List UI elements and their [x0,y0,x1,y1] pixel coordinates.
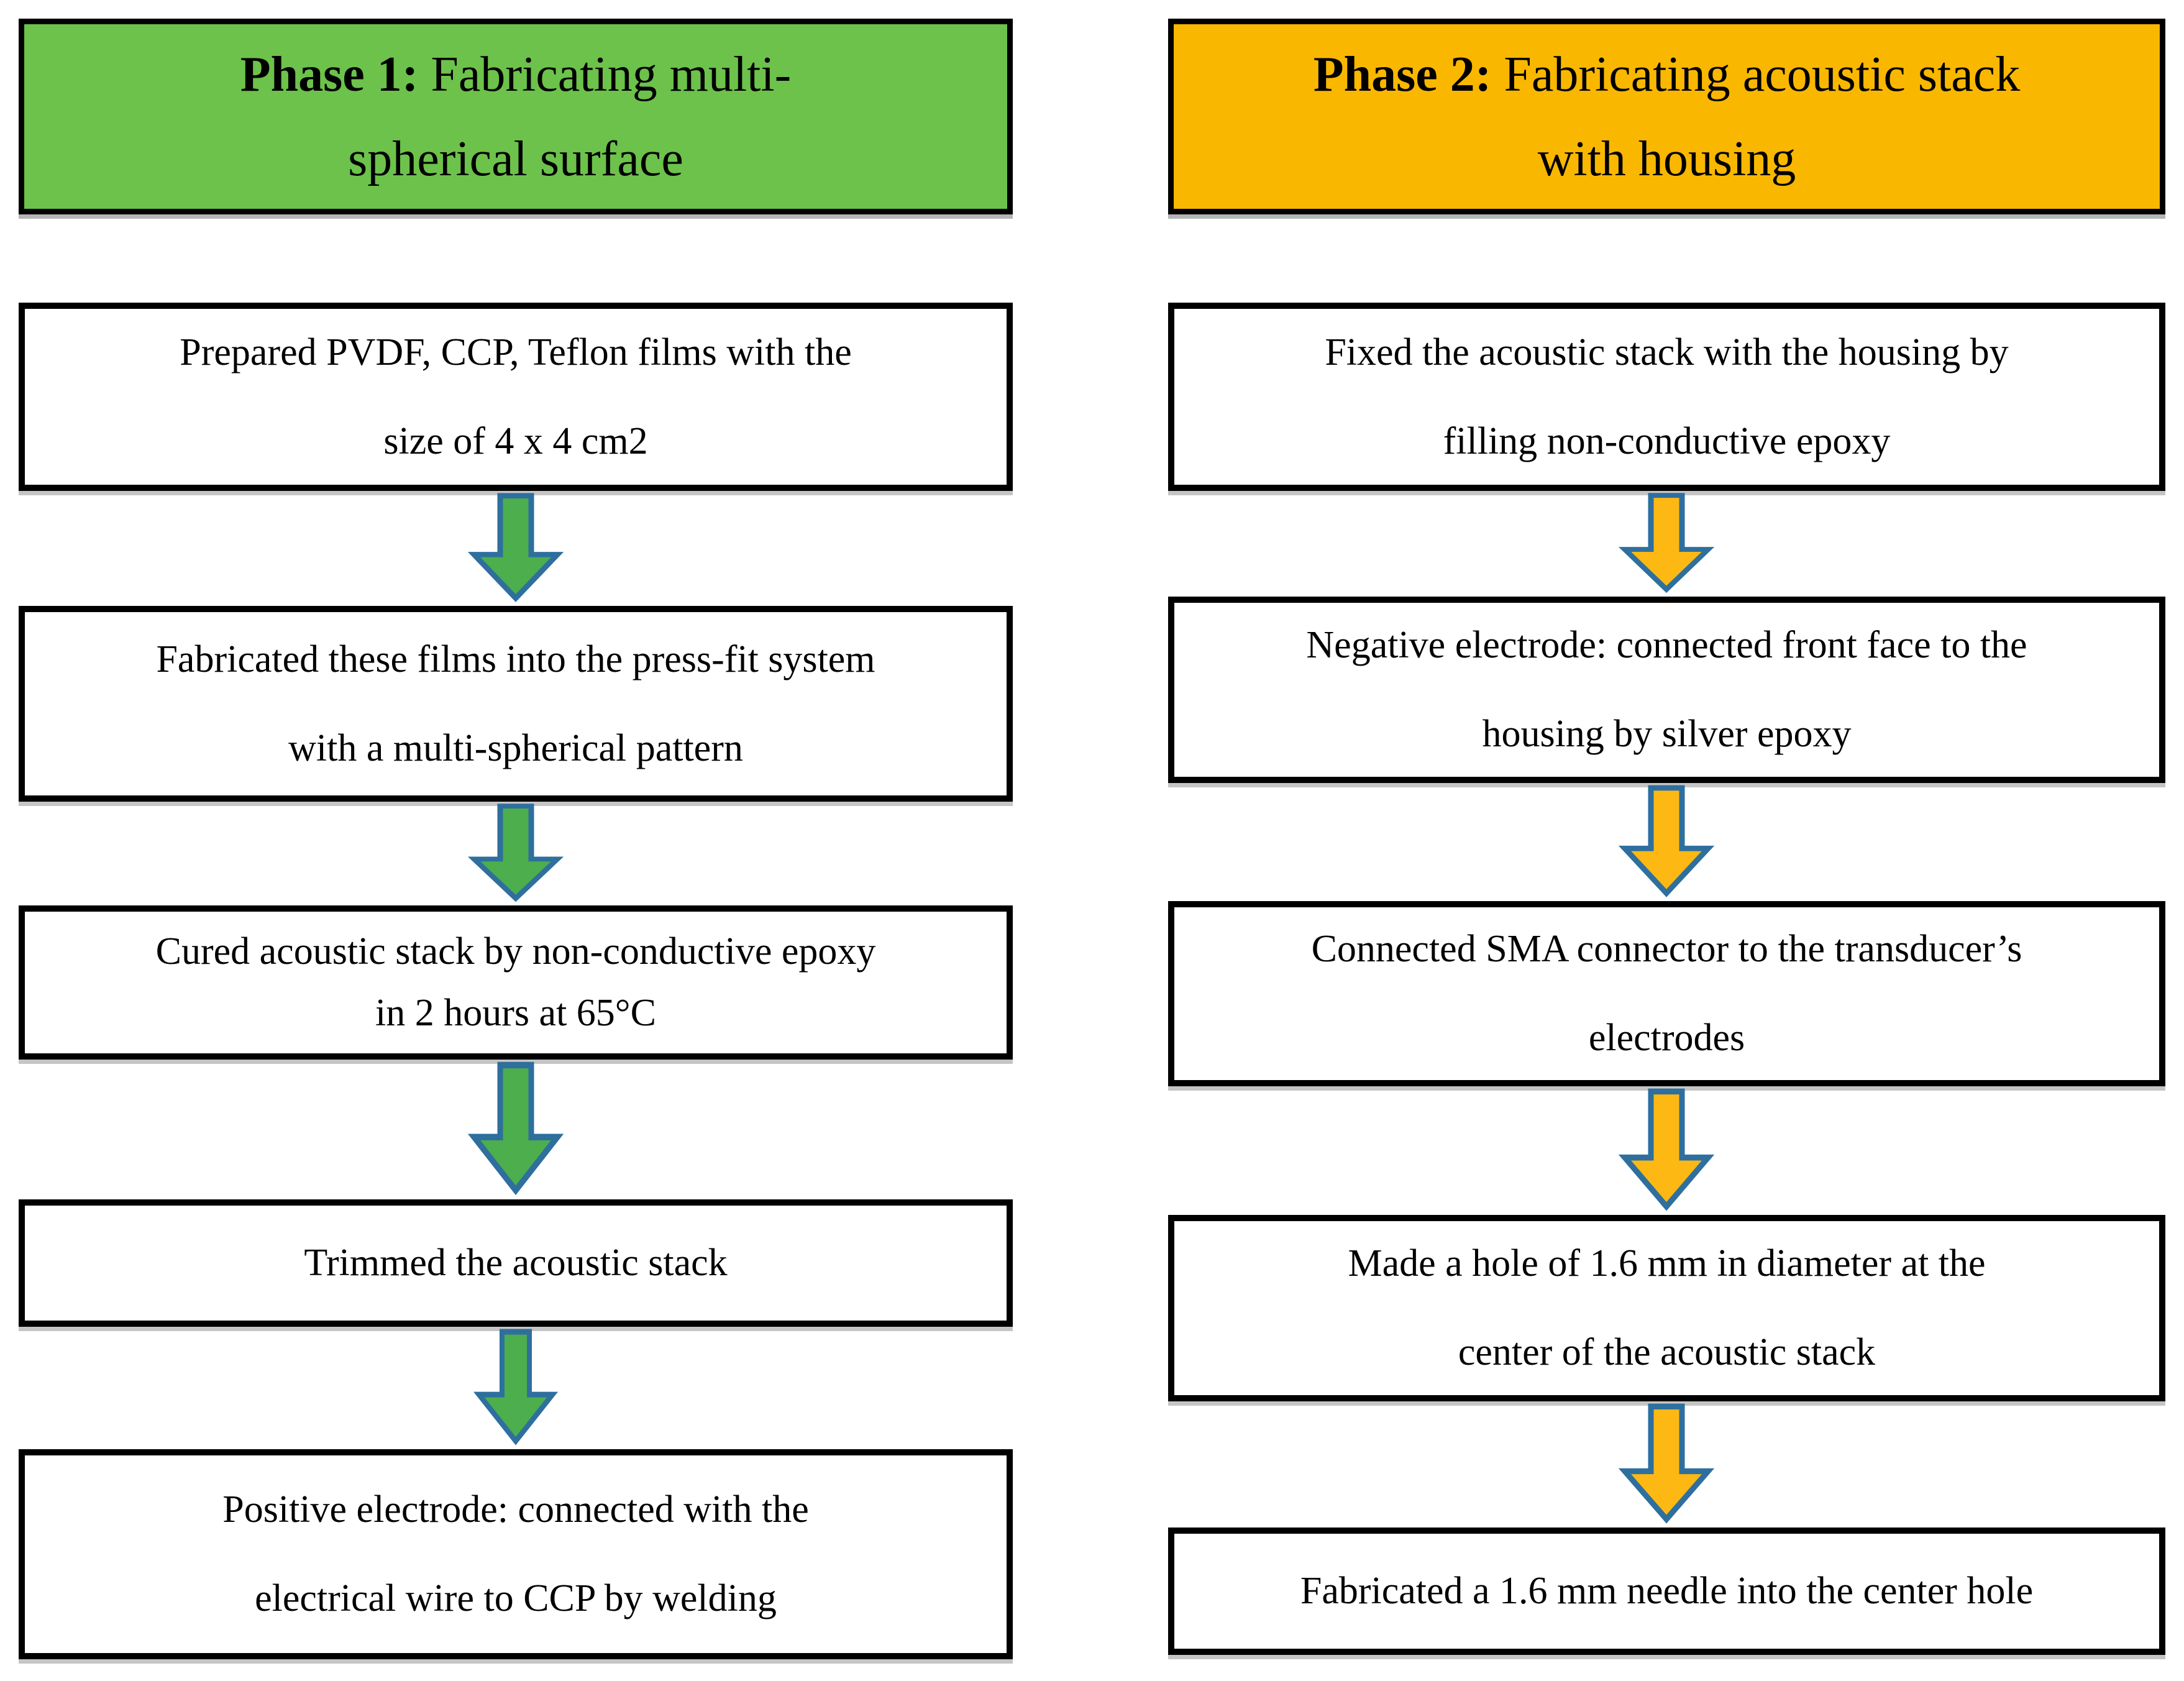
down-arrow-icon [1614,1088,1719,1213]
down-arrow-icon [1614,784,1719,899]
step-text: electrodes [1588,1017,1745,1059]
phase1-step-2 [19,606,1013,802]
step-text: Cured acoustic stack by non-conductive epoxy [155,930,876,973]
down-arrow-icon [463,492,569,604]
phase2-arrow-2 [1614,784,1719,899]
phase1-label: Phase 1: [240,47,419,102]
phase1-arrow-2 [463,803,569,904]
step-text: Prepared PVDF, CCP, Teflon films with the [180,331,852,373]
step-text: size of 4 x 4 cm2 [383,419,648,462]
phase1-step-5 [19,1449,1013,1659]
step-text: Fabricated these films into the press-fit system [156,638,875,680]
phase2-header-line1 [1314,32,2020,117]
phase1-step-3 [19,905,1013,1060]
step-text: housing by silver epoxy [1482,713,1852,755]
step-text: filling non-conductive epoxy [1443,419,1891,462]
phase1-arrow-1 [463,492,569,604]
phase1-header-line1 [240,32,792,117]
phase1-step-1 [19,303,1013,491]
phase1-header-line2: spherical surface [348,131,683,186]
down-arrow-icon [463,803,569,904]
phase2-step-2 [1168,597,2165,783]
step-text: Trimmed the acoustic stack [304,1242,728,1285]
step-text: Fixed the acoustic stack with the housing by [1325,331,2009,373]
phase2-step-3 [1168,901,2165,1086]
phase2-arrow-3 [1614,1088,1719,1213]
step-text: Positive electrode: connected with the [222,1488,809,1531]
phase2-title-part1: Fabricating acoustic stack [1491,47,2021,102]
down-arrow-icon [1614,1403,1719,1526]
step-text: center of the acoustic stack [1458,1331,1876,1373]
phase2-arrow-1 [1614,492,1719,595]
step-text: Negative electrode: connected front face to the [1306,624,2027,667]
down-arrow-icon [463,1061,569,1198]
phase2-step-4 [1168,1215,2165,1401]
down-arrow-icon [1614,492,1719,595]
step-text: electrical wire to CCP by welding [255,1577,777,1619]
phase2-arrow-4 [1614,1403,1719,1526]
phase1-header [19,19,1013,214]
down-arrow-icon [469,1328,562,1447]
step-text: Connected SMA connector to the transducer’s [1311,928,2022,971]
phase2-step-1 [1168,303,2165,491]
step-text: Made a hole of 1.6 mm in diameter at the [1348,1242,1986,1285]
phase1-arrow-3 [463,1061,569,1198]
phase2-label: Phase 2: [1313,47,1492,102]
phase1-title-part1: Fabricating multi- [418,47,792,102]
phase2-step-5 [1168,1528,2165,1655]
phase2-header [1168,19,2165,214]
step-text: in 2 hours at 65°C [375,992,656,1034]
phase2-header-line2: with housing [1537,131,1796,186]
phase1-arrow-4 [469,1328,562,1447]
phase1-step-4 [19,1199,1013,1327]
step-text: Fabricated a 1.6 mm needle into the center hole [1300,1570,2034,1613]
step-text: with a multi-spherical pattern [288,726,743,769]
